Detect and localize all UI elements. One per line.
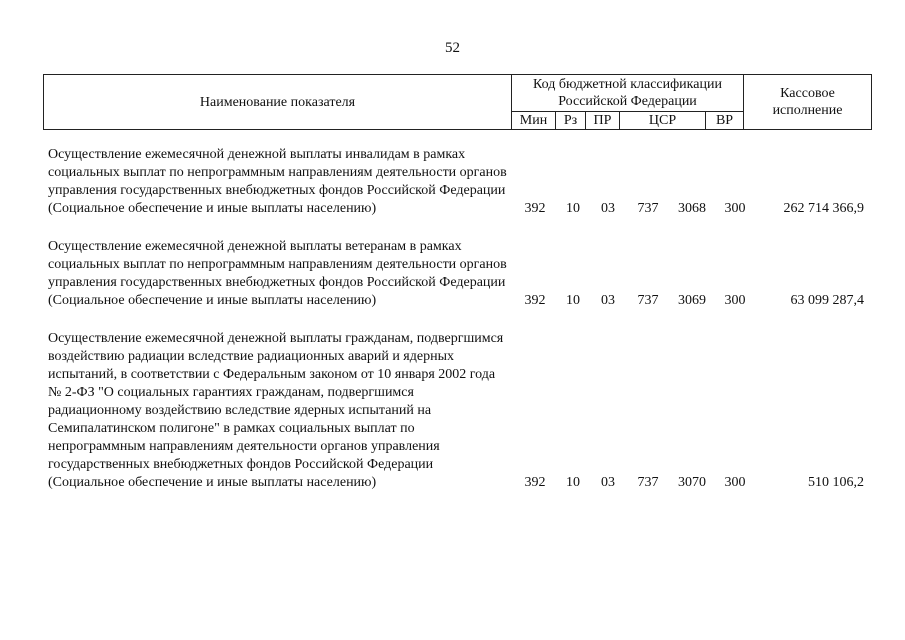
row-csr-program: 737 [637,475,659,490]
table-row [48,330,878,492]
header-rz: Рз [556,112,586,130]
row-cash: 262 714 366,9 [783,201,864,216]
header-vr: ВР [706,112,744,130]
row-pr: 03 [601,201,615,216]
row-rz: 10 [566,475,580,490]
row-rz: 10 [566,293,580,308]
row-vr: 300 [724,293,746,308]
table-row [48,238,878,310]
header-pr: ПР [586,112,620,130]
table-header [43,74,872,130]
row-cash: 510 106,2 [808,475,864,490]
row-csr-program: 737 [637,201,659,216]
row-pr: 03 [601,475,615,490]
row-rz: 10 [566,201,580,216]
row-vr: 300 [724,201,746,216]
row-description: Осуществление ежемесячной денежной выплаты ветеранам в рамках социальных выплат по непрограммным направлениям деятельности органов управления государственных внебюджетных фондов Российской Федерации (Социальное обеспечение и иные выплаты населению) [48,239,507,308]
row-pr: 03 [601,293,615,308]
page-number: 52 [445,40,460,56]
row-min: 392 [524,293,546,308]
row-csr-program: 737 [637,293,659,308]
table-row [48,146,878,218]
header-min: Мин [512,112,556,130]
header-budget-code: Код бюджетной классификации Российской Федерации [512,75,744,112]
row-description: Осуществление ежемесячной денежной выплаты инвалидам в рамках социальных выплат по непрограммным направлениям деятельности органов управления государственных внебюджетных фондов Российской Федерации (Социальное обеспечение и иные выплаты населению) [48,147,507,216]
header-name: Наименование показателя [44,75,512,130]
table-body [48,146,878,512]
row-min: 392 [524,475,546,490]
row-description: Осуществление ежемесячной денежной выплаты гражданам, подвергшимся воздействию радиации вследствие радиационных аварий и ядерных испытаний, в соответствии с Федеральным законом от 10 января 2002 года № 2-ФЗ "О социальных гарантиях гражданам, подвергшимся радиационному воздействию вследствие ядерных испытаний на Семипалатинском полигоне" в рамках социальных выплат по непрограммным направлениям деятельности органов управления государственных внебюджетных фондов Российской Федерации (Социальное обеспечение и иные выплаты населению) [48,331,504,490]
row-csr-direction: 3068 [678,201,706,216]
header-cash-execution: Кассовое исполнение [744,75,872,130]
header-csr: ЦСР [620,112,706,130]
row-csr-direction: 3069 [678,293,706,308]
row-cash: 63 099 287,4 [790,293,864,308]
row-csr-direction: 3070 [678,475,706,490]
row-min: 392 [524,201,546,216]
row-vr: 300 [724,475,746,490]
